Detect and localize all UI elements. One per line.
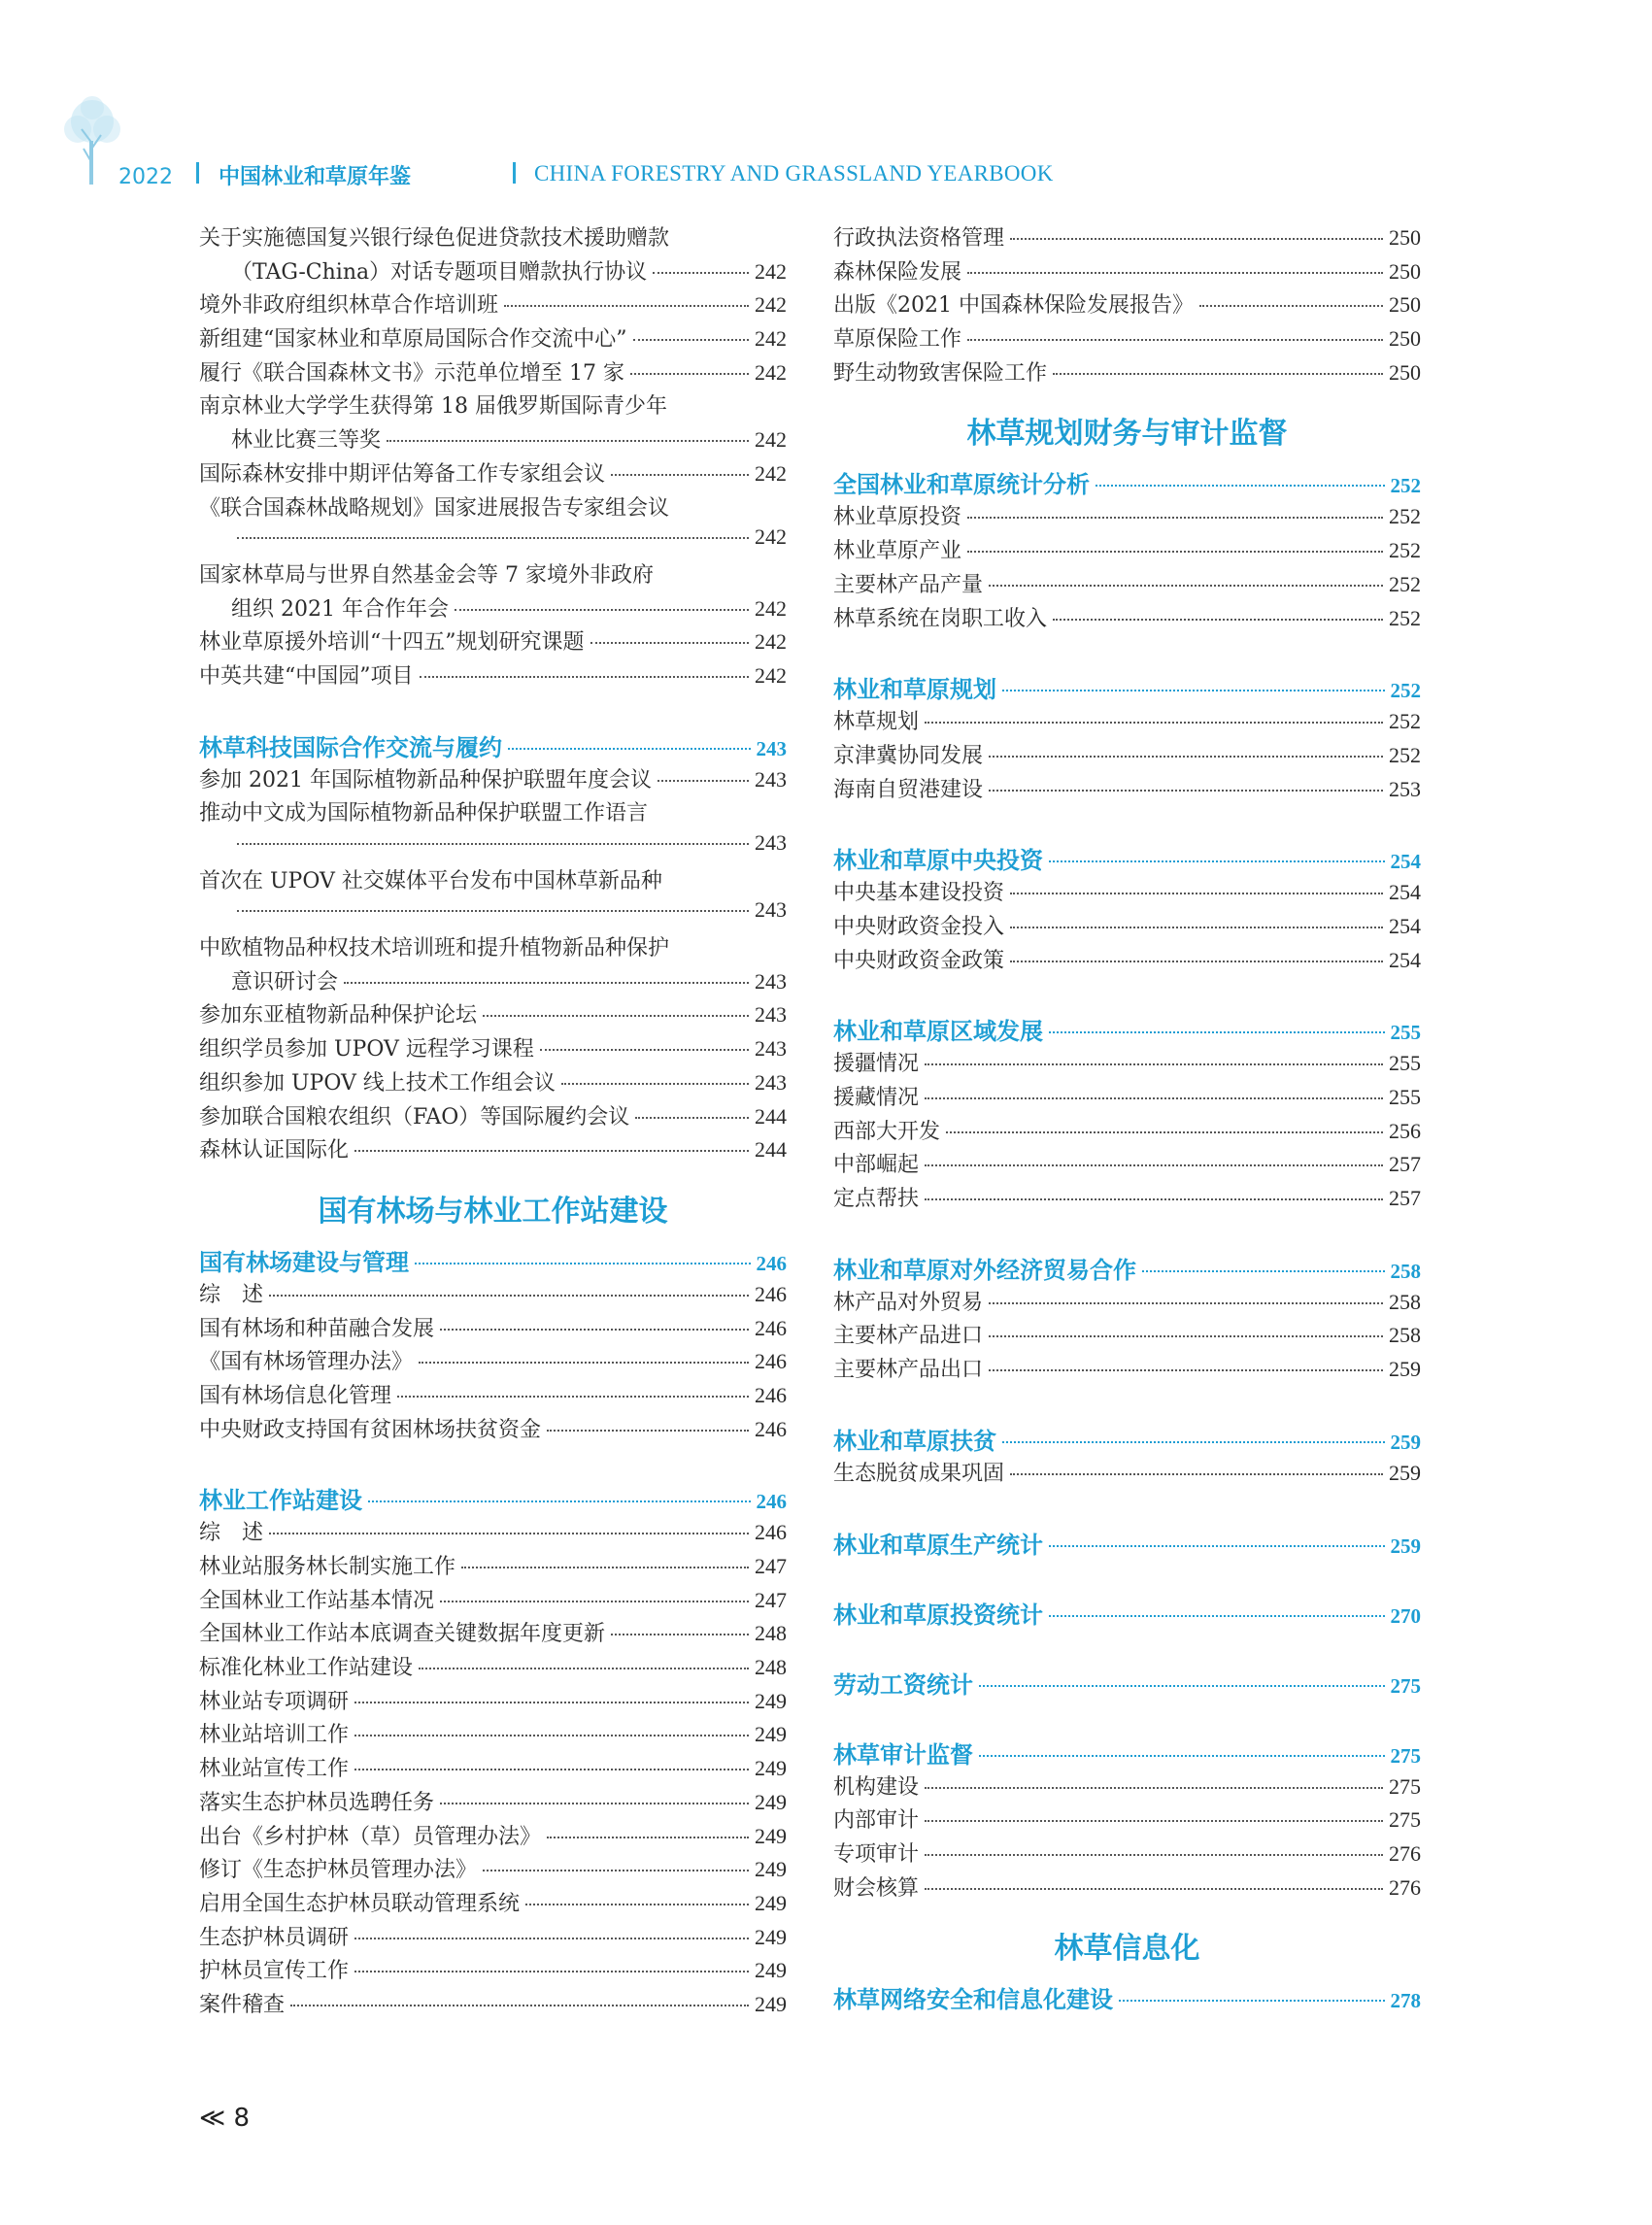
page-number: 249 bbox=[755, 1958, 787, 1983]
toc-entry[interactable]: 意识研讨会 243 bbox=[231, 968, 787, 995]
page-number: 250 bbox=[1389, 225, 1421, 250]
footer-page-number: 8 bbox=[233, 2104, 251, 2133]
toc-entry[interactable]: 林业比赛三等奖 242 bbox=[231, 427, 787, 454]
page-number: 249 bbox=[755, 1857, 787, 1882]
toc-entry: 中欧植物品种权技术培训班和提升植物新品种保护 bbox=[199, 936, 670, 961]
toc-subsection[interactable]: 林业和草原对外经济贸易合作 258 bbox=[833, 1256, 1421, 1284]
toc-entry[interactable]: 林业站培训工作 249 bbox=[199, 1722, 787, 1748]
page-header bbox=[58, 92, 1054, 199]
toc-subsection[interactable]: 林业和草原生产统计 259 bbox=[833, 1531, 1421, 1559]
page-number: 250 bbox=[1389, 359, 1421, 385]
toc-entry[interactable]: 中央财政支持国有贫困林场扶贫资金 246 bbox=[199, 1416, 787, 1442]
toc-entry[interactable]: 国际森林安排中期评估筹备工作专家组会议 242 bbox=[199, 460, 787, 487]
toc-subsection[interactable]: 林草审计监督 275 bbox=[833, 1740, 1421, 1769]
toc-subsection[interactable]: 林业和草原中央投资 254 bbox=[833, 847, 1421, 875]
page-number: 252 bbox=[1389, 571, 1421, 596]
toc-entry[interactable]: 生态脱贫成果巩固 259 bbox=[833, 1460, 1421, 1486]
toc-entry[interactable]: 组织参加 UPOV 线上技术工作组会议 243 bbox=[199, 1069, 787, 1096]
page-number: 249 bbox=[755, 1924, 787, 1949]
toc-entry[interactable] bbox=[199, 830, 787, 864]
toc-section-title: 林草规划财务与审计监督 bbox=[966, 417, 1288, 452]
page-number: 246 bbox=[755, 1315, 787, 1340]
page-number: 276 bbox=[1389, 1840, 1421, 1866]
page-number: 252 bbox=[1389, 605, 1421, 630]
toc-subsection[interactable]: 林业和草原扶贫 259 bbox=[833, 1427, 1421, 1455]
page-number: 278 bbox=[1390, 1989, 1421, 2013]
toc-entry[interactable]: 林草系统在岗职工收入 252 bbox=[833, 605, 1421, 631]
page-number: 243 bbox=[755, 1036, 787, 1062]
page-number: 249 bbox=[755, 1991, 787, 2016]
toc-entry[interactable] bbox=[199, 524, 787, 558]
page-number: 247 bbox=[755, 1587, 787, 1612]
toc-entry: 关于实施德国复兴银行绿色促进贷款技术援助赠款 bbox=[199, 226, 670, 251]
toc-entry: 首次在 UPOV 社交媒体平台发布中国林草新品种 bbox=[199, 868, 662, 893]
toc-entry[interactable]: 启用全国生态护林员联动管理系统 249 bbox=[199, 1890, 787, 1916]
page-number: 247 bbox=[755, 1554, 787, 1578]
toc-entry[interactable]: 境外非政府组织林草合作培训班 242 bbox=[199, 292, 787, 319]
toc-entry[interactable]: 生态护林员调研 249 bbox=[199, 1924, 787, 1950]
toc-subsection[interactable]: 林草科技国际合作交流与履约 243 bbox=[199, 733, 787, 761]
toc-entry[interactable]: 中央财政资金投入 254 bbox=[833, 913, 1421, 939]
page-number: 276 bbox=[1389, 1874, 1421, 1900]
page-number: 252 bbox=[1389, 504, 1421, 529]
toc-entry[interactable]: 新组建“国家林业和草原局国际合作交流中心” 242 bbox=[199, 326, 787, 353]
page-number: 252 bbox=[1389, 709, 1421, 734]
toc-entry: 《联合国森林战略规划》国家进展报告专家组会议 bbox=[199, 495, 670, 521]
page-number: 252 bbox=[1390, 679, 1421, 703]
page-number: 257 bbox=[1389, 1186, 1421, 1211]
page-number: 242 bbox=[755, 629, 787, 655]
toc-section-title: 国有林场与林业工作站建设 bbox=[318, 1194, 668, 1229]
page-number: 249 bbox=[755, 1890, 787, 1915]
toc-entry[interactable]: 参加东亚植物新品种保护论坛 243 bbox=[199, 1002, 787, 1028]
toc-entry[interactable]: 定点帮扶 257 bbox=[833, 1186, 1421, 1212]
toc-left-column bbox=[199, 221, 787, 2022]
toc-entry[interactable]: 中央财政资金政策 254 bbox=[833, 947, 1421, 973]
page-number: 252 bbox=[1390, 474, 1421, 498]
page-number: 248 bbox=[755, 1621, 787, 1646]
page-number: 242 bbox=[755, 427, 787, 453]
page-number: 250 bbox=[1389, 258, 1421, 284]
page-number: 243 bbox=[755, 830, 787, 855]
toc-entry[interactable]: 综 述 246 bbox=[199, 1281, 787, 1307]
toc-subsection[interactable]: 林业和草原区域发展 255 bbox=[833, 1018, 1421, 1046]
page-number: 258 bbox=[1389, 1323, 1421, 1348]
toc-subsection[interactable]: 林草网络安全和信息化建设 278 bbox=[833, 1986, 1421, 2014]
header-title-en: CHINA FORESTRY AND GRASSLAND YEARBOOK bbox=[534, 161, 1054, 185]
toc-entry[interactable]: 《国有林场管理办法》 246 bbox=[199, 1349, 787, 1375]
page-number: 244 bbox=[755, 1137, 787, 1163]
toc-subsection[interactable]: 国有林场建设与管理 246 bbox=[199, 1248, 787, 1276]
toc-entry[interactable]: 专项审计 276 bbox=[833, 1840, 1421, 1867]
toc-entry[interactable]: 野生动物致害保险工作 250 bbox=[833, 359, 1421, 386]
toc-entry[interactable]: 案件稽查 249 bbox=[199, 1991, 787, 2017]
page-number: 242 bbox=[755, 326, 787, 352]
page-number: 275 bbox=[1390, 1743, 1421, 1768]
toc-entry[interactable]: 草原保险工作 250 bbox=[833, 326, 1421, 353]
page-number: 259 bbox=[1390, 1534, 1421, 1558]
toc-entry[interactable]: 森林保险发展 250 bbox=[833, 258, 1421, 285]
toc-entry[interactable]: 参加 2021 年国际植物新品种保护联盟年度会议 243 bbox=[199, 766, 787, 792]
page-number: 246 bbox=[755, 1416, 787, 1441]
page-number: 258 bbox=[1389, 1289, 1421, 1314]
toc-entry[interactable]: 出台《乡村护林（草）员管理办法》 249 bbox=[199, 1823, 787, 1849]
page-number: 242 bbox=[755, 460, 787, 486]
page-number: 246 bbox=[755, 1520, 787, 1545]
toc-right-column bbox=[833, 221, 1421, 2015]
page-number: 243 bbox=[755, 968, 787, 994]
toc-subsection[interactable]: 林业和草原投资统计 270 bbox=[833, 1601, 1421, 1629]
page-number: 254 bbox=[1390, 850, 1421, 874]
toc-entry[interactable]: 落实生态护林员选聘任务 249 bbox=[199, 1789, 787, 1815]
page-number: 275 bbox=[1390, 1673, 1421, 1698]
page-number: 255 bbox=[1389, 1085, 1421, 1109]
page-number: 246 bbox=[756, 1490, 787, 1514]
page-number: 249 bbox=[755, 1823, 787, 1848]
page-number: 249 bbox=[755, 1688, 787, 1713]
toc-section-title: 林草信息化 bbox=[1054, 1932, 1200, 1967]
header-divider bbox=[513, 162, 516, 184]
page-number: 242 bbox=[755, 662, 787, 688]
toc-entry[interactable]: 机构建设 275 bbox=[833, 1773, 1421, 1800]
toc-entry[interactable]: 全国林业工作站本底调查关键数据年度更新 248 bbox=[199, 1621, 787, 1647]
toc-entry[interactable]: 参加联合国粮农组织（FAO）等国际履约会议 244 bbox=[199, 1103, 787, 1129]
toc-entry[interactable]: 西部大开发 256 bbox=[833, 1118, 1421, 1144]
page-number: 275 bbox=[1389, 1807, 1421, 1833]
page-number: 256 bbox=[1389, 1118, 1421, 1143]
toc-entry[interactable] bbox=[199, 897, 787, 931]
toc-subsection[interactable]: 全国林业和草原统计分析 252 bbox=[833, 471, 1421, 499]
page-number: 246 bbox=[755, 1281, 787, 1306]
page-number: 252 bbox=[1389, 742, 1421, 767]
page-number: 255 bbox=[1390, 1021, 1421, 1045]
toc-entry[interactable]: 援疆情况 255 bbox=[833, 1051, 1421, 1077]
toc-entry[interactable]: 行政执法资格管理 250 bbox=[833, 225, 1421, 251]
page-number: 244 bbox=[755, 1103, 787, 1129]
toc-entry[interactable]: 林产品对外贸易 258 bbox=[833, 1289, 1421, 1315]
toc-entry[interactable]: 内部审计 275 bbox=[833, 1807, 1421, 1834]
page-number: 257 bbox=[1389, 1152, 1421, 1177]
page-number: 259 bbox=[1390, 1430, 1421, 1454]
toc-entry[interactable]: 林业站服务林长制实施工作 247 bbox=[199, 1554, 787, 1579]
toc-entry[interactable]: 履行《联合国森林文书》示范单位增至 17 家 242 bbox=[199, 359, 787, 386]
toc-entry[interactable]: 国有林场信息化管理 246 bbox=[199, 1382, 787, 1408]
toc-entry[interactable]: 全国林业工作站基本情况 247 bbox=[199, 1587, 787, 1613]
page-number: 242 bbox=[755, 595, 787, 621]
toc-entry[interactable]: 森林认证国际化 244 bbox=[199, 1137, 787, 1163]
toc-entry[interactable]: 财会核算 276 bbox=[833, 1874, 1421, 1901]
toc-entry[interactable]: 组织学员参加 UPOV 远程学习课程 243 bbox=[199, 1036, 787, 1062]
header-year: 2022 bbox=[118, 165, 173, 189]
toc-entry[interactable]: （TAG-China）对话专题项目赠款执行协议 242 bbox=[231, 258, 787, 285]
toc-entry[interactable]: 综 述 246 bbox=[199, 1520, 787, 1546]
toc-entry[interactable]: 中部崛起 257 bbox=[833, 1152, 1421, 1178]
page-number: 242 bbox=[755, 524, 787, 550]
toc-entry[interactable]: 主要林产品进口 258 bbox=[833, 1323, 1421, 1349]
toc-entry[interactable]: 中央基本建设投资 254 bbox=[833, 880, 1421, 906]
page-number: 258 bbox=[1390, 1259, 1421, 1283]
page-number: 250 bbox=[1389, 292, 1421, 318]
page-number: 259 bbox=[1389, 1357, 1421, 1382]
toc-entry[interactable]: 林业草原产业 252 bbox=[833, 538, 1421, 564]
page-number: 246 bbox=[755, 1382, 787, 1407]
toc-entry: 南京林业大学学生获得第 18 届俄罗斯国际青少年 bbox=[199, 394, 667, 420]
page-number: 246 bbox=[755, 1349, 787, 1374]
toc-subsection[interactable]: 劳动工资统计 275 bbox=[833, 1670, 1421, 1699]
toc-entry[interactable]: 援藏情况 255 bbox=[833, 1085, 1421, 1110]
toc-entry[interactable]: 标准化林业工作站建设 248 bbox=[199, 1655, 787, 1681]
toc-entry[interactable]: 修订《生态护林员管理办法》 249 bbox=[199, 1857, 787, 1883]
toc-entry[interactable]: 国有林场和种苗融合发展 246 bbox=[199, 1315, 787, 1341]
page-number: 275 bbox=[1389, 1773, 1421, 1799]
toc-entry[interactable]: 海南自贸港建设 253 bbox=[833, 776, 1421, 802]
header-title-cn: 中国林业和草原年鉴 bbox=[219, 165, 412, 189]
toc-entry[interactable]: 林业草原投资 252 bbox=[833, 504, 1421, 530]
page-number: 255 bbox=[1389, 1051, 1421, 1076]
page-number: 254 bbox=[1389, 913, 1421, 938]
page-number: 252 bbox=[1389, 538, 1421, 563]
page-number: 249 bbox=[755, 1722, 787, 1747]
toc-entry[interactable]: 中英共建“中国园”项目 242 bbox=[199, 662, 787, 689]
page-number: 243 bbox=[755, 897, 787, 923]
toc-subsection[interactable]: 林业和草原规划 252 bbox=[833, 676, 1421, 704]
page-number: 259 bbox=[1389, 1460, 1421, 1485]
toc-entry: 国家林草局与世界自然基金会等 7 家境外非政府 bbox=[199, 562, 654, 588]
page-number: 246 bbox=[756, 1251, 787, 1275]
page-number: 242 bbox=[755, 359, 787, 385]
toc-entry[interactable]: 出版《2021 中国森林保险发展报告》 250 bbox=[833, 292, 1421, 319]
page-footer bbox=[199, 2104, 250, 2133]
header-divider bbox=[196, 162, 199, 184]
page-number: 243 bbox=[755, 1002, 787, 1028]
page-number: 243 bbox=[755, 766, 787, 792]
toc-entry[interactable]: 护林员宣传工作 249 bbox=[199, 1958, 787, 1984]
page-number: 248 bbox=[755, 1655, 787, 1680]
toc-entry[interactable]: 林业站专项调研 249 bbox=[199, 1688, 787, 1714]
tree-logo-icon bbox=[58, 92, 126, 189]
toc-entry[interactable]: 林业草原援外培训“十四五”规划研究课题 242 bbox=[199, 629, 787, 656]
page-number: 253 bbox=[1389, 776, 1421, 801]
toc-entry: 推动中文成为国际植物新品种保护联盟工作语言 bbox=[199, 801, 649, 826]
toc-subsection[interactable]: 林业工作站建设 246 bbox=[199, 1487, 787, 1515]
toc-entry[interactable]: 主要林产品出口 259 bbox=[833, 1357, 1421, 1383]
toc-entry[interactable]: 组织 2021 年合作年会 242 bbox=[231, 595, 787, 622]
page-number: 250 bbox=[1389, 326, 1421, 352]
page-number: 243 bbox=[756, 736, 787, 760]
page-number: 270 bbox=[1390, 1603, 1421, 1628]
toc-entry[interactable]: 京津冀协同发展 252 bbox=[833, 742, 1421, 768]
page-number: 254 bbox=[1389, 947, 1421, 972]
page-number: 249 bbox=[755, 1756, 787, 1781]
toc-entry[interactable]: 主要林产品产量 252 bbox=[833, 571, 1421, 597]
toc-entry[interactable]: 林业站宣传工作 249 bbox=[199, 1756, 787, 1782]
page-number: 243 bbox=[755, 1069, 787, 1095]
page-number: 242 bbox=[755, 258, 787, 284]
page-number: 242 bbox=[755, 292, 787, 318]
double-chevron-left-icon: ≪ bbox=[199, 2104, 226, 2133]
toc-entry[interactable]: 林草规划 252 bbox=[833, 709, 1421, 735]
page-number: 254 bbox=[1389, 880, 1421, 905]
page-number: 249 bbox=[755, 1789, 787, 1814]
